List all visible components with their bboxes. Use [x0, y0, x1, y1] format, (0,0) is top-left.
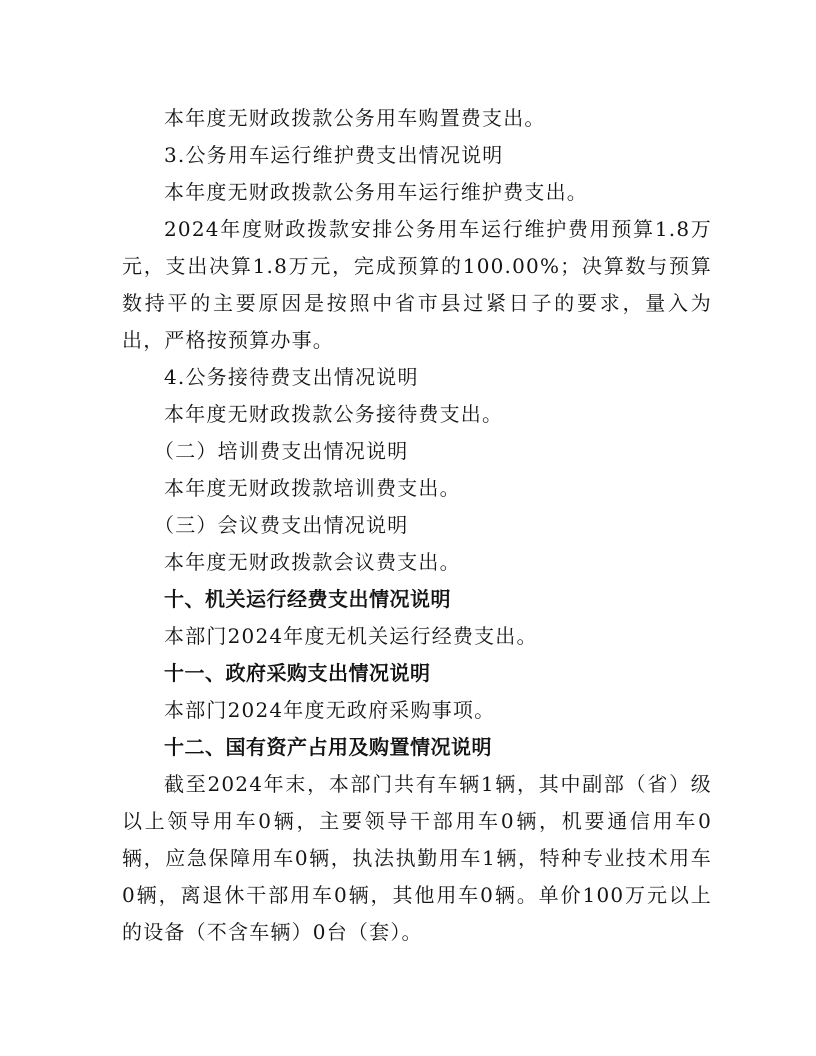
subsection-heading-meeting: （三）会议费支出情况说明	[154, 513, 409, 537]
section-heading-11: 十一、政府采购支出情况说明	[164, 661, 431, 685]
section-heading-12: 十二、国有资产占用及购置情况说明	[164, 735, 492, 759]
item-heading-reception: 4.公务接待费支出情况说明	[164, 365, 419, 389]
paragraph-procurement: 本部门2024年度无政府采购事项。	[164, 698, 496, 722]
paragraph-vehicle-maintenance: 本年度无财政拨款公务用车运行维护费支出。	[164, 180, 588, 204]
paragraph-reception: 本年度无财政拨款公务接待费支出。	[164, 402, 504, 426]
paragraph-vehicle-purchase: 本年度无财政拨款公务用车购置费支出。	[164, 106, 546, 130]
paragraph-training: 本年度无财政拨款培训费支出。	[164, 476, 461, 500]
paragraph-maintenance-budget: 2024年度财政拨款安排公务用车运行维护费用预算1.8万元，支出决算1.8万元，完成预算的100.00%；决算数与预算数持平的主要原因是按照中省市县过紧日子的要求，量入为出，严格按预算办事。	[122, 217, 712, 352]
section-heading-10: 十、机关运行经费支出情况说明	[164, 587, 451, 611]
item-heading-vehicle-maintenance: 3.公务用车运行维护费支出情况说明	[164, 143, 504, 167]
document-body	[122, 100, 712, 951]
paragraph-assets: 截至2024年末，本部门共有车辆1辆，其中副部（省）级以上领导用车0辆，主要领导干部用车0辆，机要通信用车0辆，应急保障用车0辆，执法执勤用车1辆，特种专业技术用车0辆，离退休干部用车0辆，其他用车0辆。单价100万元以上的设备（不含车辆）0台（套）。	[122, 772, 712, 944]
paragraph-meeting: 本年度无财政拨款会议费支出。	[164, 550, 461, 574]
subsection-heading-training: （二）培训费支出情况说明	[154, 439, 409, 463]
paragraph-operating-expenses: 本部门2024年度无机关运行经费支出。	[164, 624, 538, 648]
